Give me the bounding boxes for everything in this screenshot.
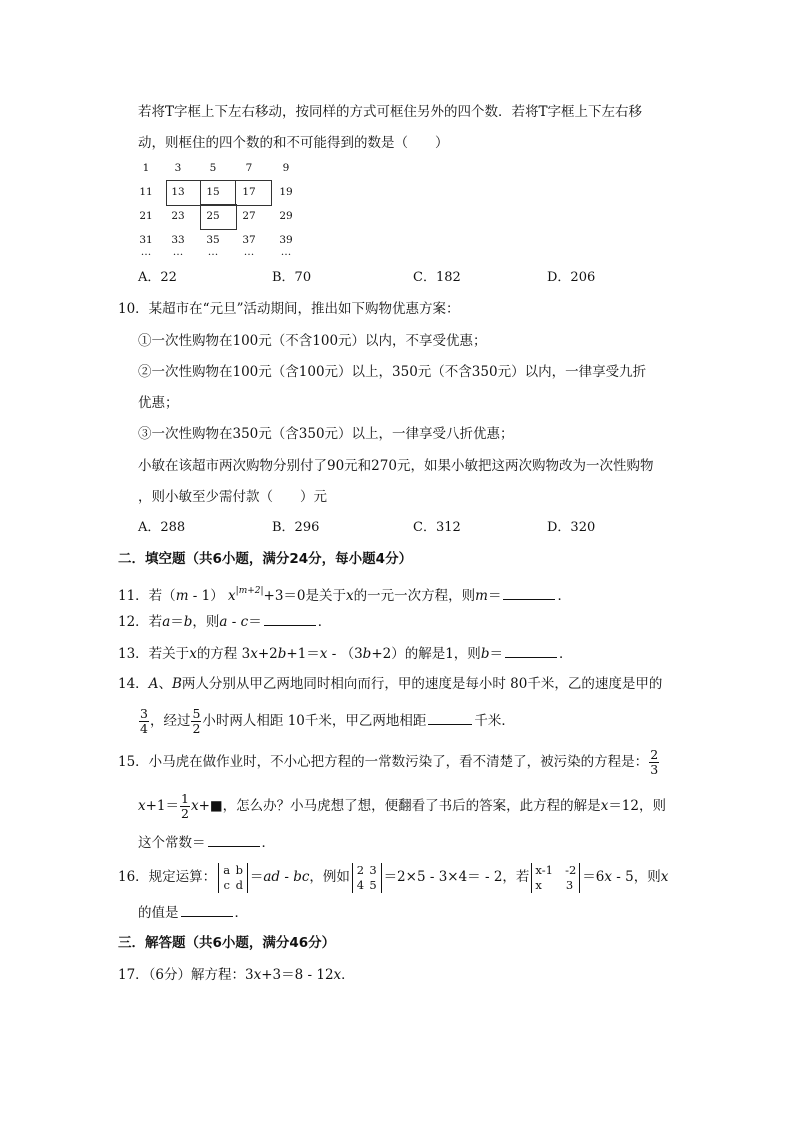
grid-ellipsis: … <box>207 246 219 258</box>
fraction-5-2: $\frac{5}{2}$ <box>192 706 201 736</box>
q9-line1: 若将T字框上下左右移动，按同样的方式可框住另外的四个数．若将T字框上下左右移 <box>138 104 643 120</box>
grid-number: 3 <box>174 162 182 174</box>
grid-ellipsis: … <box>280 246 292 258</box>
fraction-2-3: $\frac{2}{3}$ <box>650 747 659 777</box>
grid-number: 1 <box>142 162 150 174</box>
q12: 12．若a＝b，则a - c＝ ． <box>118 611 331 632</box>
grid-ellipsis: … <box>243 246 255 258</box>
q17: 17．（6分）解方程：3x+3＝8 - 12x． <box>118 967 355 983</box>
q15-line2: x+1＝ $\frac{1}{2}$ x+■，怎么办？小马虎想了想，便翻看了书后的答案，此方程的解是x＝12，则 <box>138 791 666 821</box>
q10-option-d[interactable]: D．320 <box>547 520 596 535</box>
number-grid <box>136 158 326 263</box>
q10-option-c[interactable]: C．312 <box>413 520 461 535</box>
grid-number: 19 <box>279 186 293 198</box>
grid-number: 15 <box>206 186 220 198</box>
grid-number: 33 <box>171 234 185 246</box>
q11: 11．若（m - 1） $x^{|m+2|}+3=0$是关于x的一元一次方程，则m＝ ． <box>118 586 571 604</box>
q16-line2: 的值是 ． <box>138 902 248 923</box>
grid-number: 29 <box>279 210 293 222</box>
q16-answer-blank[interactable] <box>181 902 233 917</box>
q10-stem: 10．某超市在“元旦”活动期间，推出如下购物优惠方案： <box>118 301 460 317</box>
grid-ellipsis: … <box>140 246 152 258</box>
q9-line2: 动，则框住的四个数的和不可能得到的数是（ ） <box>138 135 449 151</box>
grid-number: 39 <box>279 234 293 246</box>
q15-line1: 15．小马虎在做作业时，不小心把方程的一常数污染了，看不清楚了，被污染的方程是： $\frac{2}{3}$ <box>118 747 659 777</box>
section2-heading: 二．填空题（共6小题，满分24分，每小题4分） <box>118 551 413 567</box>
grid-number: 21 <box>139 210 153 222</box>
q10-option-a[interactable]: A．288 <box>138 520 186 535</box>
grid-number: 23 <box>171 210 185 222</box>
q13-answer-blank[interactable] <box>505 643 557 658</box>
grid-ellipsis: … <box>172 246 184 258</box>
determinant-example: 2 3 4 5 <box>352 863 382 893</box>
q14-line1: 14．A、B两人分别从甲乙两地同时相向而行，甲的速度是每小时 80千米，乙的速度是甲的 <box>118 676 663 692</box>
grid-number: 5 <box>209 162 217 174</box>
fraction-3-4: $\frac{3}{4}$ <box>140 706 148 736</box>
q10-line1: 小敏在该超市两次购物分别付了90元和270元，如果小敏把这两次购物改为一次性购物 <box>138 458 654 474</box>
determinant-x: x-1 -2 x 3 <box>531 863 580 893</box>
q10-rule3: ③一次性购物在350元（含350元）以上，一律享受八折优惠； <box>138 426 514 442</box>
grid-number: 13 <box>171 186 185 198</box>
q13: 13．若关于x的方程 3x+2b+1＝x - （3b+2）的解是1，则b＝ ． <box>118 643 572 664</box>
q10-rule2b: 优惠； <box>138 395 179 411</box>
grid-number: 17 <box>242 186 256 198</box>
grid-number: 9 <box>282 162 290 174</box>
q12-answer-blank[interactable] <box>264 611 316 626</box>
q16-line1: 16．规定运算： a b c d ＝ad - bc，例如 2 3 4 5 ＝2×5 - 3×4＝ - 2，若 x-1 -2 x 3 ＝6x - 5，则x <box>118 862 669 892</box>
q9-option-b[interactable]: B．70 <box>272 270 312 285</box>
q10-rule1: ①一次性购物在100元（不含100元）以内，不享受优惠； <box>138 333 487 349</box>
grid-number: 31 <box>139 234 153 246</box>
grid-number: 37 <box>242 234 256 246</box>
q10-rule2a: ②一次性购物在100元（含100元）以上，350元（不含350元）以内，一律享受九折 <box>138 364 647 380</box>
q15-line3: 这个常数＝ ． <box>138 832 275 853</box>
grid-number: 11 <box>139 186 153 198</box>
section3-heading: 三．解答题（共6小题，满分46分） <box>118 935 336 951</box>
q10-line2: ，则小敏至少需付款（ ）元 <box>138 489 327 505</box>
fraction-1-2: $\frac{1}{2}$ <box>181 791 189 821</box>
q9-option-a[interactable]: A．22 <box>138 270 177 285</box>
grid-number: 25 <box>206 210 220 222</box>
grid-number: 7 <box>245 162 253 174</box>
q10-option-b[interactable]: B．296 <box>272 520 320 535</box>
grid-number: 35 <box>206 234 220 246</box>
q14-line2: $\frac{3}{4}$ ，经过 $\frac{5}{2}$ 小时两人相距 10千米，甲乙两地相距 千米． <box>140 706 515 736</box>
q9-option-d[interactable]: D．206 <box>547 270 596 285</box>
q15-answer-blank[interactable] <box>208 832 260 847</box>
q9-option-c[interactable]: C．182 <box>413 270 461 285</box>
q14-answer-blank[interactable] <box>428 710 472 725</box>
q11-answer-blank[interactable] <box>503 585 555 600</box>
determinant-abcd: a b c d <box>218 863 248 893</box>
grid-number: 27 <box>242 210 256 222</box>
